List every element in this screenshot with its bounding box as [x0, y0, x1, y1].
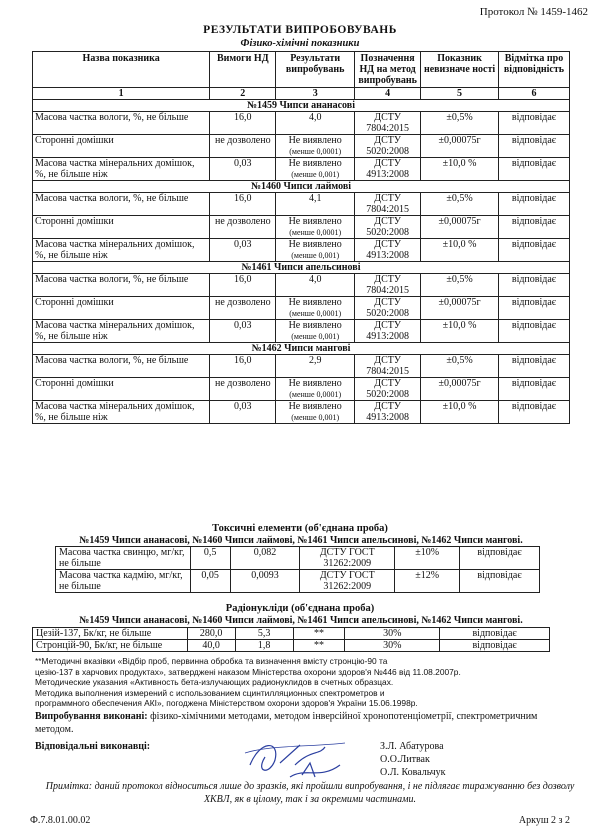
physchem-table	[32, 51, 570, 424]
header-unc: Показник невизначе ності	[421, 52, 499, 88]
table-row	[33, 274, 570, 297]
table-header-row	[33, 52, 570, 88]
method-nd-text: ДСТУ 7804:2015	[366, 193, 410, 215]
param-name-text: Масова частка мінеральних домішок, %, не більше ніж	[35, 401, 195, 423]
requirement-text: 0,03	[234, 158, 252, 169]
uncertainty: ±10%	[395, 547, 460, 570]
conformity: відповідає	[460, 570, 540, 593]
param-name-text: Сторонні домішки	[35, 297, 114, 308]
method-nd-text: ДСТУ 5020:2008	[366, 297, 410, 319]
conformity-text: відповідає	[511, 401, 557, 412]
param-name-text: Сторонні домішки	[35, 135, 114, 146]
result	[276, 297, 355, 320]
param-name	[33, 274, 210, 297]
param-name	[33, 355, 210, 378]
result: 0,082	[230, 547, 300, 570]
param-name-text: Сторонні домішки	[35, 216, 114, 227]
table-row	[33, 193, 570, 216]
method-nd	[355, 320, 421, 343]
result-text: Не виявлено	[288, 297, 342, 308]
method-nd-text: ДСТУ 5020:2008	[366, 135, 410, 157]
header-res: Результати випробувань	[276, 52, 355, 88]
result	[276, 135, 355, 158]
group-title: №1461 Чипси апельсинові	[33, 262, 570, 274]
performed-text: фізико-хімічними методами, методом інверсійної хронопотенціометрії, спектрометричним методом.	[35, 711, 538, 735]
param-name-text: Масова частка вологи, %, не більше	[35, 193, 189, 204]
group-row	[33, 262, 570, 274]
method-nd-text: ДСТУ 4913:2008	[366, 320, 410, 342]
conformity	[498, 274, 569, 297]
uncertainty	[421, 297, 499, 320]
conformity	[498, 112, 569, 135]
param-name	[33, 158, 210, 181]
result-note: (менше 0,001)	[291, 251, 340, 260]
param-name: Масова частка кадмію, мг/кг, не більше	[56, 570, 191, 593]
param-name-text: Сторонні домішки	[35, 378, 114, 389]
note-line: Методические указания «Активность бета-излучающих радионуклидов в счетных образцах.	[35, 677, 394, 687]
group-row	[33, 100, 570, 112]
index-cell: 4	[355, 88, 421, 100]
index-cell: 3	[276, 88, 355, 100]
note-line: цезію-137 в харчових продуктах», затверджені наказом Міністерства охорони здоров'я №446 від 11.08.2007р.	[35, 666, 461, 677]
table-row	[33, 239, 570, 262]
result-text: Не виявлено	[288, 216, 342, 227]
result: 0,0093	[230, 570, 300, 593]
method-notes	[35, 656, 575, 709]
conformity-text: відповідає	[511, 274, 557, 285]
uncertainty-text: ±0,5%	[446, 355, 473, 366]
conformity-text: відповідає	[511, 297, 557, 308]
method-nd	[355, 158, 421, 181]
result	[276, 401, 355, 424]
method-nd: **	[293, 640, 345, 652]
requirement-text: 16,0	[234, 193, 252, 204]
uncertainty-text: ±10,0 %	[442, 158, 477, 169]
method-nd-text: ДСТУ 5020:2008	[366, 216, 410, 238]
footnote: Примітка: даний протокол відноситься лише до зразків, які пройшли випробування, і не підлягає тиражуванню без дозволу ХКВЛ, як в цілому, так і за окремими частинами.	[45, 781, 575, 805]
uncertainty	[421, 355, 499, 378]
index-cell: 6	[498, 88, 569, 100]
result: 1,8	[235, 640, 293, 652]
param-name-text: Масова частка вологи, %, не більше	[35, 274, 189, 285]
conformity-text: відповідає	[511, 320, 557, 331]
uncertainty	[421, 239, 499, 262]
requirement-text: 16,0	[234, 274, 252, 285]
note-line: программного обеспечения АКІ», погоджена Міністерством охорони здоров'я України 15.06.1998р.	[35, 698, 418, 708]
page-title: РЕЗУЛЬТАТИ ВИПРОБОВУВАНЬ	[203, 24, 397, 36]
param-name-text: Масова частка мінеральних домішок, %, не більше ніж	[35, 320, 195, 342]
result-text: Не виявлено	[288, 239, 342, 250]
param-name: Стронцій-90, Бк/кг, не більше	[33, 640, 188, 652]
param-name	[33, 378, 210, 401]
param-name	[33, 216, 210, 239]
requirement	[210, 274, 276, 297]
requirement	[210, 355, 276, 378]
conformity	[498, 355, 569, 378]
uncertainty	[421, 320, 499, 343]
uncertainty	[421, 378, 499, 401]
requirement	[210, 320, 276, 343]
header-nd: Позначення НД на метод випробувань	[355, 52, 421, 88]
requirement-text: не дозволено	[214, 297, 271, 308]
method-nd	[355, 274, 421, 297]
requirement: 0,05	[190, 570, 230, 593]
method-nd: ДСТУ ГОСТ 31262:2009	[300, 547, 395, 570]
result	[276, 239, 355, 262]
index-row	[33, 88, 570, 100]
method-nd: ДСТУ ГОСТ 31262:2009	[300, 570, 395, 593]
result	[276, 378, 355, 401]
uncertainty	[421, 193, 499, 216]
conformity-text: відповідає	[511, 378, 557, 389]
uncertainty-text: ±0,00075г	[438, 216, 481, 227]
index-cell: 1	[33, 88, 210, 100]
requirement	[210, 401, 276, 424]
table-row	[33, 135, 570, 158]
page-number: Аркуш 2 з 2	[518, 815, 570, 826]
method-nd: **	[293, 628, 345, 640]
param-name-text: Масова частка мінеральних домішок, %, не більше ніж	[35, 158, 195, 180]
requirement	[210, 216, 276, 239]
table-row	[56, 547, 540, 570]
method-nd	[355, 112, 421, 135]
requirement-text: 0,03	[234, 239, 252, 250]
conformity-text: відповідає	[511, 135, 557, 146]
param-name	[33, 297, 210, 320]
result	[276, 274, 355, 297]
conformity-text: відповідає	[511, 193, 557, 204]
responsible-label: Відповідальні виконавці:	[35, 741, 151, 752]
conformity	[498, 239, 569, 262]
performed-label: Випробування виконані:	[35, 711, 148, 722]
param-name	[33, 112, 210, 135]
requirement: 0,5	[190, 547, 230, 570]
result	[276, 355, 355, 378]
result-text: Не виявлено	[288, 135, 342, 146]
uncertainty	[421, 135, 499, 158]
method-nd	[355, 355, 421, 378]
result-note: (менше 0,001)	[291, 332, 340, 341]
conformity	[498, 158, 569, 181]
result-note: (менше 0,001)	[291, 170, 340, 179]
result-text: 2,9	[308, 355, 322, 366]
param-name: Цезій-137, Бк/кг, не більше	[33, 628, 188, 640]
name-item: О.О.Литвак	[380, 754, 430, 765]
radio-table	[32, 627, 550, 652]
requirement-text: не дозволено	[214, 135, 271, 146]
uncertainty	[421, 112, 499, 135]
toxic-title: Токсичні елементи (об'єднана проба)	[212, 523, 388, 534]
result: 5,3	[235, 628, 293, 640]
requirement	[210, 297, 276, 320]
conformity-text: відповідає	[511, 112, 557, 123]
requirement: 40,0	[187, 640, 235, 652]
conformity-text: відповідає	[511, 216, 557, 227]
requirement	[210, 239, 276, 262]
method-nd-text: ДСТУ 7804:2015	[366, 112, 410, 134]
group-title: №1462 Чипси мангові	[33, 343, 570, 355]
requirement	[210, 112, 276, 135]
requirement-text: не дозволено	[214, 216, 271, 227]
conformity: відповідає	[460, 547, 540, 570]
conformity: відповідає	[440, 628, 550, 640]
requirement	[210, 158, 276, 181]
param-name	[33, 135, 210, 158]
table-row	[33, 216, 570, 239]
protocol-number: Протокол № 1459-1462	[479, 6, 588, 18]
uncertainty	[421, 158, 499, 181]
param-name	[33, 401, 210, 424]
requirement	[210, 378, 276, 401]
group-title: №1459 Чипси ананасові	[33, 100, 570, 112]
requirement	[210, 193, 276, 216]
group-row	[33, 181, 570, 193]
header-name: Назва показника	[33, 52, 210, 88]
result-note: (менше 0,0001)	[289, 390, 342, 399]
param-name	[33, 239, 210, 262]
conformity	[498, 216, 569, 239]
name-item: З.Л. Абатурова	[380, 741, 444, 752]
conformity	[498, 378, 569, 401]
method-nd	[355, 135, 421, 158]
table-row	[33, 320, 570, 343]
form-code: Ф.7.8.01.00.02	[30, 815, 91, 826]
conformity	[498, 193, 569, 216]
conformity	[498, 297, 569, 320]
note-line: **Методичні вказівки «Відбір проб, первинна обробка та визначення вмісту стронцію-90 та	[35, 656, 388, 666]
uncertainty: 30%	[345, 640, 440, 652]
result	[276, 320, 355, 343]
result	[276, 193, 355, 216]
uncertainty-text: ±0,5%	[446, 274, 473, 285]
conformity-text: відповідає	[511, 239, 557, 250]
table-row	[33, 628, 550, 640]
name-item: О.Л. Ковальчук	[380, 767, 446, 778]
index-cell: 5	[421, 88, 499, 100]
result-text: Не виявлено	[288, 158, 342, 169]
method-nd-text: ДСТУ 4913:2008	[366, 158, 410, 180]
uncertainty-text: ±10,0 %	[442, 320, 477, 331]
group-row	[33, 343, 570, 355]
method-nd-text: ДСТУ 5020:2008	[366, 378, 410, 400]
header-conf: Відмітка про відповідність	[498, 52, 569, 88]
radio-subtitle: №1459 Чипси ананасові, №1460 Чипси лаймові, №1461 Чипси апельсинові, №1462 Чипси мангові.	[79, 615, 523, 626]
uncertainty-text: ±0,00075г	[438, 135, 481, 146]
responsible-names	[380, 740, 445, 779]
table-row	[33, 112, 570, 135]
method-nd-text: ДСТУ 4913:2008	[366, 401, 410, 423]
conformity	[498, 320, 569, 343]
uncertainty-text: ±10,0 %	[442, 239, 477, 250]
conformity: відповідає	[440, 640, 550, 652]
param-name	[33, 320, 210, 343]
uncertainty-text: ±0,00075г	[438, 297, 481, 308]
uncertainty-text: ±0,00075г	[438, 378, 481, 389]
uncertainty	[421, 401, 499, 424]
result-text: Не виявлено	[288, 401, 342, 412]
param-name: Масова частка свинцю, мг/кг, не більше	[56, 547, 191, 570]
uncertainty: ±12%	[395, 570, 460, 593]
group-title: №1460 Чипси лаймові	[33, 181, 570, 193]
method-nd	[355, 297, 421, 320]
requirement-text: не дозволено	[214, 378, 271, 389]
method-nd	[355, 401, 421, 424]
method-nd	[355, 216, 421, 239]
conformity	[498, 401, 569, 424]
uncertainty-text: ±0,5%	[446, 112, 473, 123]
toxic-table	[55, 546, 540, 593]
index-cell: 2	[210, 88, 276, 100]
method-nd-text: ДСТУ 7804:2015	[366, 274, 410, 296]
result	[276, 216, 355, 239]
result-text: Не виявлено	[288, 378, 342, 389]
table-row	[33, 158, 570, 181]
param-name	[33, 193, 210, 216]
method-nd	[355, 193, 421, 216]
conformity	[498, 135, 569, 158]
performed-block	[35, 710, 565, 736]
requirement-text: 16,0	[234, 355, 252, 366]
table-row	[56, 570, 540, 593]
result-text: 4,1	[308, 193, 322, 204]
toxic-subtitle: №1459 Чипси ананасові, №1460 Чипси лаймові, №1461 Чипси апельсинові, №1462 Чипси мангові.	[79, 535, 523, 546]
method-nd	[355, 239, 421, 262]
param-name-text: Масова частка мінеральних домішок, %, не більше ніж	[35, 239, 195, 261]
result-note: (менше 0,0001)	[289, 309, 342, 318]
conformity-text: відповідає	[511, 355, 557, 366]
requirement-text: 0,03	[234, 401, 252, 412]
method-nd-text: ДСТУ 4913:2008	[366, 239, 410, 261]
table-row	[33, 378, 570, 401]
param-name-text: Масова частка вологи, %, не більше	[35, 355, 189, 366]
result-text: 4,0	[308, 112, 322, 123]
radio-title: Радіонукліди (об'єднана проба)	[225, 603, 375, 614]
table-row	[33, 355, 570, 378]
result	[276, 112, 355, 135]
uncertainty	[421, 274, 499, 297]
requirement	[210, 135, 276, 158]
note-line: Методика выполнения измерений с использованием сцинтилляционных спектрометров и	[35, 687, 385, 698]
uncertainty	[421, 216, 499, 239]
result	[276, 158, 355, 181]
conformity-text: відповідає	[511, 158, 557, 169]
table-row	[33, 640, 550, 652]
method-nd	[355, 378, 421, 401]
result-note: (менше 0,0001)	[289, 147, 342, 156]
table-row	[33, 401, 570, 424]
uncertainty: 30%	[345, 628, 440, 640]
result-note: (менше 0,001)	[291, 413, 340, 422]
page-subtitle: Фізико-хімічні показники	[240, 38, 360, 49]
method-nd-text: ДСТУ 7804:2015	[366, 355, 410, 377]
result-note: (менше 0,0001)	[289, 228, 342, 237]
requirement-text: 0,03	[234, 320, 252, 331]
param-name-text: Масова частка вологи, %, не більше	[35, 112, 189, 123]
table-row	[33, 297, 570, 320]
requirement-text: 16,0	[234, 112, 252, 123]
result-text: 4,0	[308, 274, 322, 285]
header-req: Вимоги НД	[210, 52, 276, 88]
signature-image	[240, 735, 350, 785]
uncertainty-text: ±10,0 %	[442, 401, 477, 412]
requirement: 280,0	[187, 628, 235, 640]
result-text: Не виявлено	[288, 320, 342, 331]
uncertainty-text: ±0,5%	[446, 193, 473, 204]
